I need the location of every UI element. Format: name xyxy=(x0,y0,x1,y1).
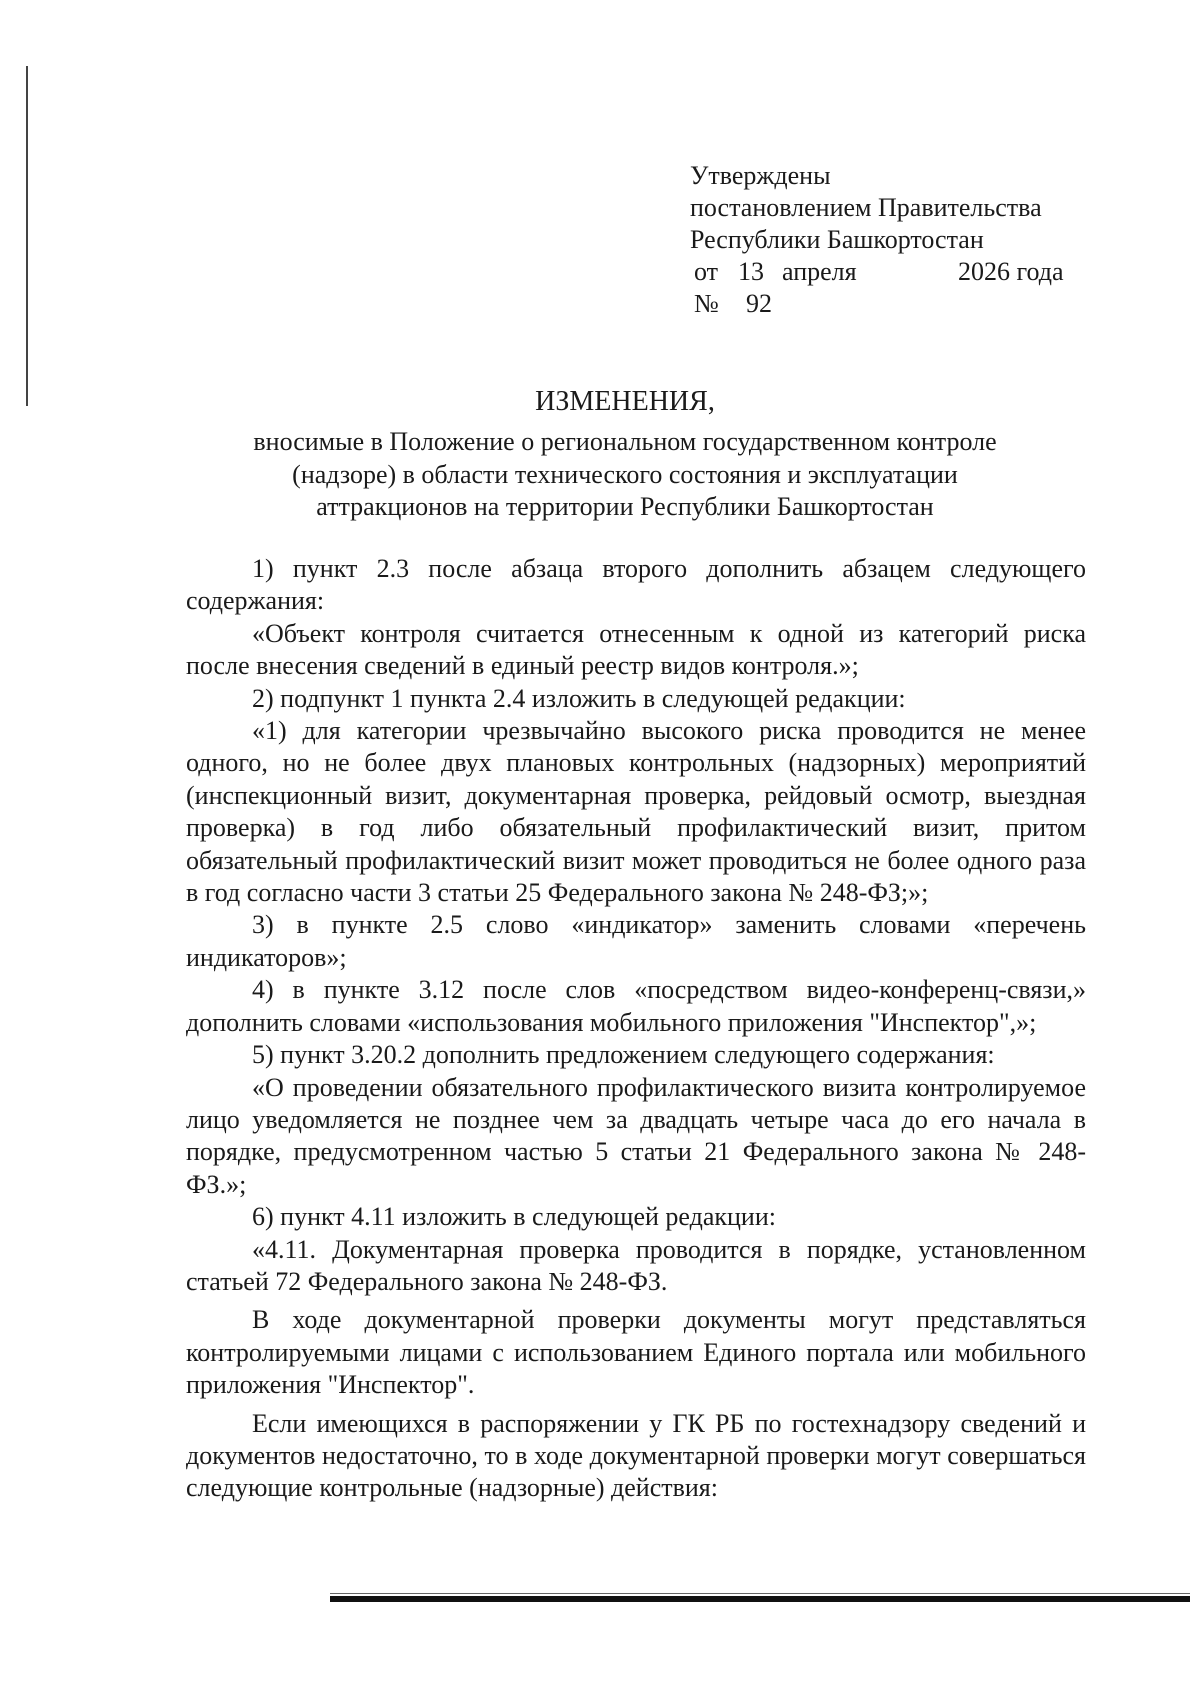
paragraph-5: 3) в пункте 2.5 слово «индикатор» заменить словами «перечень индикаторов»; xyxy=(186,910,1086,972)
subtitle-line: вносимые в Положение о региональном государственном контроле xyxy=(253,427,997,456)
paragraph-3: 2) подпункт 1 пункта 2.4 изложить в следующей редакции: xyxy=(252,683,906,713)
approval-line-3: Республики Башкортостан xyxy=(690,225,984,254)
paragraph-4: «1) для категории чрезвычайно высокого риска проводится не менее одного, но не более двух плановых контрольных (надзорных) мероприятий (инспекционный визит, документарная проверка, рейдовый осмотр, выездная проверка) в год либо обязательный профилактический визит, притом обязательный профилактический визит может проводиться не более одного раза в год согласно части 3 статьи 25 Федерального закона № 248-ФЗ;»; xyxy=(186,716,1086,908)
paragraph-6: 4) в пункте 3.12 после слов «посредством видео-конференц-связи,» дополнить словами «использования мобильного приложения "Инспектор",»; xyxy=(186,975,1086,1037)
approval-number xyxy=(690,288,1080,320)
scan-edge-left xyxy=(26,66,28,406)
scan-edge-bottom-thin xyxy=(330,1593,1190,1594)
paragraph-2: «Объект контроля считается отнесенным к одной из категорий риска после внесения сведений в единый реестр видов контроля.»; xyxy=(186,618,1086,681)
date-from-label: от xyxy=(694,257,719,286)
date-year: 2026 года xyxy=(958,257,1064,286)
number-value: 92 xyxy=(746,289,772,318)
paragraph-7: 5) пункт 3.20.2 дополнить предложением следующего содержания: xyxy=(252,1040,995,1070)
approval-line-2: постановлением Правительства xyxy=(690,193,1042,222)
paragraph-10: «4.11. Документарная проверка проводится в порядке, установленном статьей 72 Федерального закона № 248-ФЗ. xyxy=(186,1234,1086,1296)
date-day: 13 xyxy=(738,257,764,286)
paragraph-8: «О проведении обязательного профилактического визита контролируемое лицо уведомляется не позднее чем за двадцать четыре часа до его начала в порядке, предусмотренном частью 5 статьи 21 Федерального закона № 248-ФЗ.»; xyxy=(186,1072,1086,1199)
subtitle-line: аттракционов на территории Республики Башкортостан xyxy=(316,492,934,521)
approval-date xyxy=(690,256,1080,288)
paragraph-11: В ходе документарной проверки документы могут представляться контролируемыми лицами с использованием Единого портала или мобильного приложения "Инспектор". xyxy=(186,1305,1086,1400)
document-subtitle xyxy=(180,426,1070,524)
scan-edge-bottom xyxy=(330,1596,1190,1602)
paragraph-9: 6) пункт 4.11 изложить в следующей редакции: xyxy=(252,1202,776,1232)
subtitle-line: (надзоре) в области технического состояния и эксплуатации xyxy=(292,459,958,489)
document-title: ИЗМЕНЕНИЯ, xyxy=(535,386,715,417)
approval-line-1: Утверждены xyxy=(690,161,831,190)
paragraph-12: Если имеющихся в распоряжении у ГК РБ по гостехнадзору сведений и документов недостаточно, то в ходе документарной проверки могут совершаться следующие контрольные (надзорные) действия: xyxy=(186,1408,1086,1503)
date-month: апреля xyxy=(782,257,857,286)
paragraph-1: 1) пункт 2.3 после абзаца второго дополнить абзацем следующего содержания: xyxy=(186,554,1086,616)
number-sign: № xyxy=(694,289,719,318)
document-body xyxy=(186,553,1086,1505)
approval-stamp xyxy=(690,160,1080,320)
